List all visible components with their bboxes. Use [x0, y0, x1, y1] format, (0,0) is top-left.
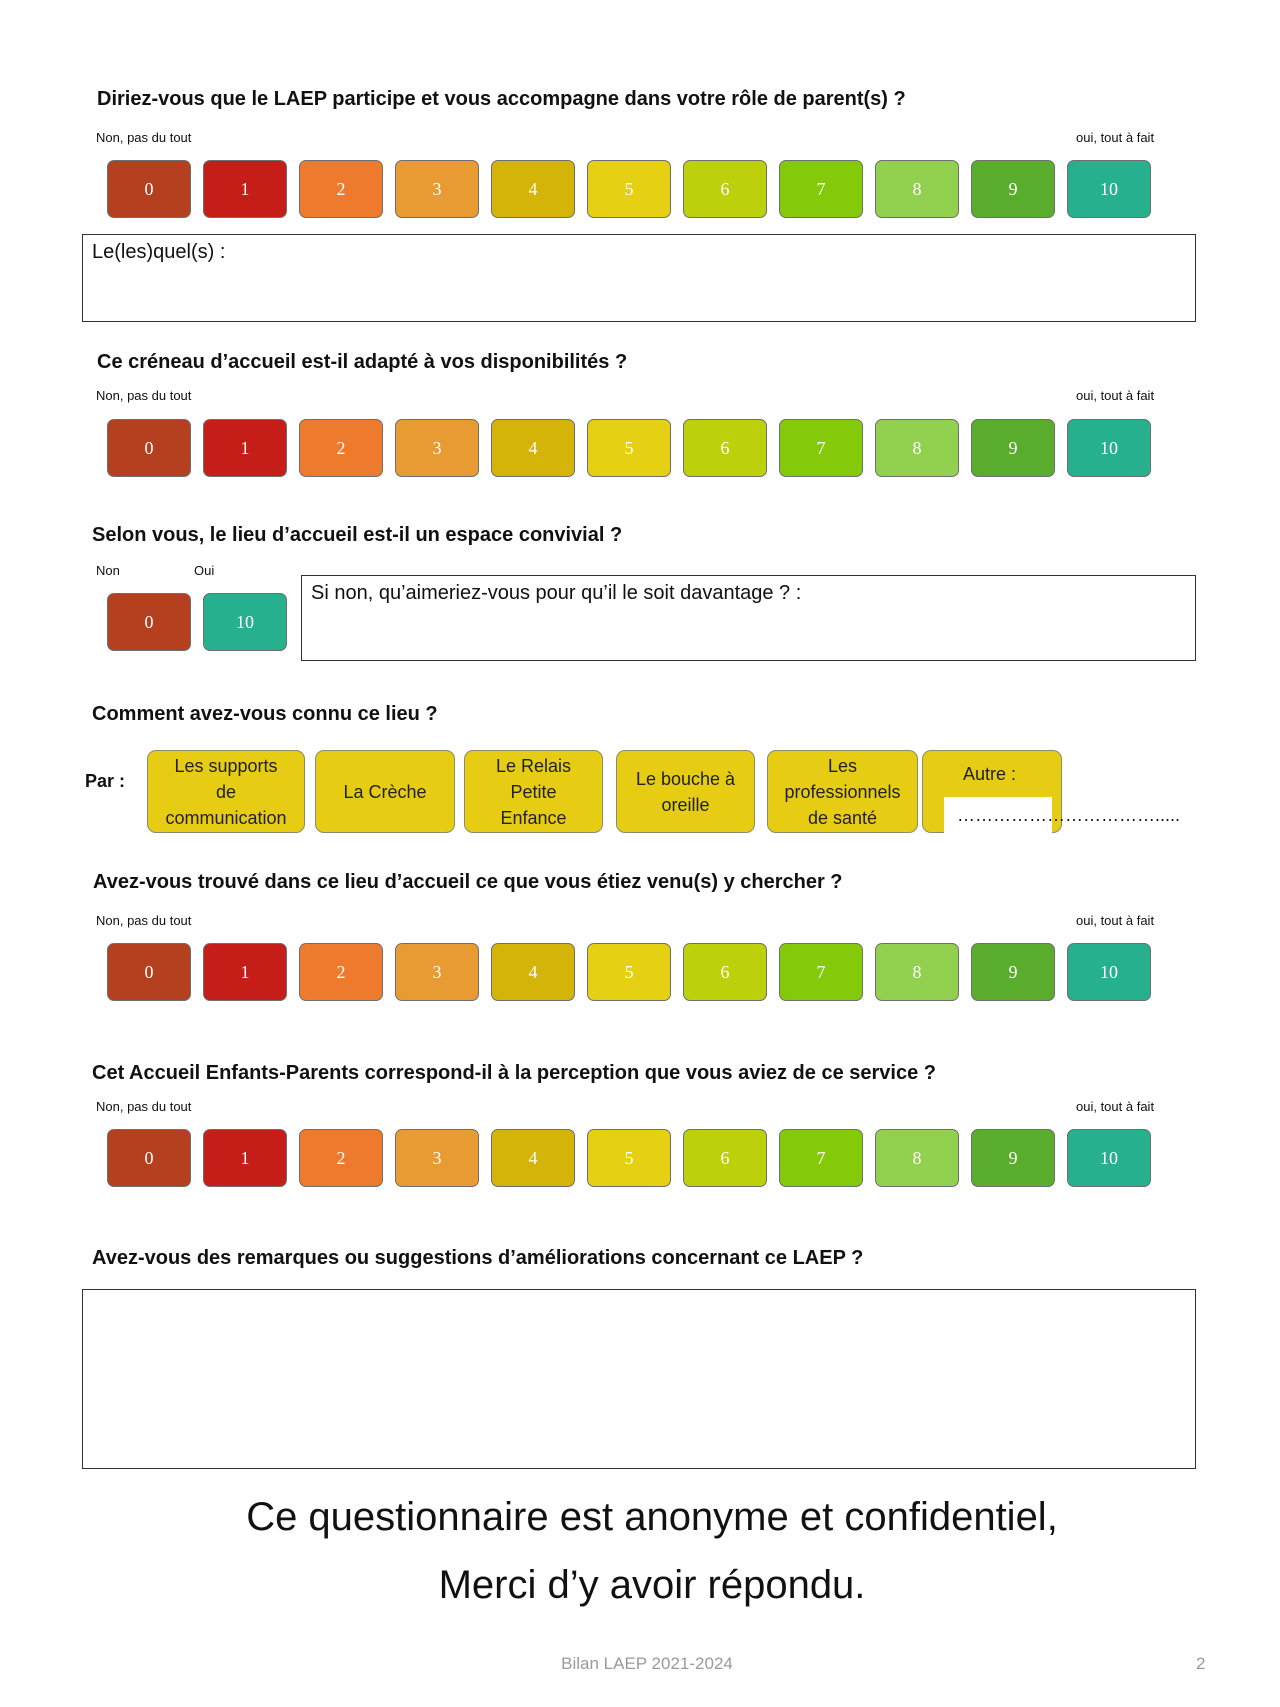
rating-scale-q6	[107, 1129, 1152, 1187]
footer-title: Bilan LAEP 2021-2024	[561, 1654, 733, 1673]
question-3-title: Selon vous, le lieu d’accueil est-il un espace convivial ?	[92, 524, 623, 546]
q3-no-button[interactable]: 0	[107, 593, 191, 651]
q6-rating-10-button[interactable]: 10	[1067, 1129, 1151, 1187]
q3-yes-label: Oui	[194, 563, 215, 578]
q2-rating-1-button[interactable]: 1	[203, 419, 287, 477]
q6-rating-7-button[interactable]: 7	[779, 1129, 863, 1187]
option-label	[784, 753, 900, 831]
q3-no-label: Non	[96, 563, 120, 578]
q5-high-label: oui, tout à fait	[1076, 913, 1155, 928]
q2-low-label: Non, pas du tout	[96, 388, 192, 403]
option-label-line: de santé	[807, 807, 878, 828]
option-label	[496, 753, 571, 831]
q3-yes-no-scale	[107, 593, 297, 651]
question-7-title: Avez-vous des remarques ou suggestions d’améliorations concernant ce LAEP ?	[92, 1247, 864, 1269]
closing-line-1: Ce questionnaire est anonyme et confidentiel,	[246, 1495, 1058, 1539]
q6-rating-9-button[interactable]: 9	[971, 1129, 1055, 1187]
q1-rating-4-button[interactable]: 4	[491, 160, 575, 218]
q1-answer-label: Le(les)quel(s) :	[92, 241, 226, 263]
q2-rating-4-button[interactable]: 4	[491, 419, 575, 477]
q5-rating-3-button[interactable]: 3	[395, 943, 479, 1001]
question-6-title: Cet Accueil Enfants-Parents correspond-il à la perception que vous aviez de ce service ?	[92, 1062, 936, 1084]
q1-rating-2-button[interactable]: 2	[299, 160, 383, 218]
q4-option-creche[interactable]	[315, 750, 455, 833]
q1-answer-box[interactable]	[82, 234, 1196, 322]
q5-rating-5-button[interactable]: 5	[587, 943, 671, 1001]
q5-rating-9-button[interactable]: 9	[971, 943, 1055, 1001]
q5-rating-10-button[interactable]: 10	[1067, 943, 1151, 1001]
option-label-line: oreille	[661, 794, 710, 815]
q2-rating-9-button[interactable]: 9	[971, 419, 1055, 477]
option-label-line: communication	[165, 807, 287, 828]
q5-low-label: Non, pas du tout	[96, 913, 192, 928]
q7-answer-box[interactable]	[82, 1289, 1196, 1469]
option-label-line: Enfance	[500, 807, 567, 828]
q1-low-label: Non, pas du tout	[96, 130, 192, 145]
question-1-title: Diriez-vous que le LAEP participe et vous accompagne dans votre rôle de parent(s) ?	[97, 88, 906, 110]
closing-line-2: Merci d’y avoir répondu.	[438, 1563, 866, 1607]
option-label-line: de	[215, 781, 237, 802]
question-5-title: Avez-vous trouvé dans ce lieu d’accueil ce que vous étiez venu(s) y chercher ?	[93, 871, 843, 893]
q6-rating-1-button[interactable]: 1	[203, 1129, 287, 1187]
option-label-line: Petite	[510, 781, 557, 802]
rating-scale-q1	[107, 160, 1152, 218]
rating-scale-q5	[107, 943, 1152, 1001]
q1-rating-5-button[interactable]: 5	[587, 160, 671, 218]
q1-rating-9-button[interactable]: 9	[971, 160, 1055, 218]
q5-rating-7-button[interactable]: 7	[779, 943, 863, 1001]
question-4-title: Comment avez-vous connu ce lieu ?	[92, 703, 438, 725]
q4-option-supports[interactable]	[147, 750, 305, 833]
q2-rating-8-button[interactable]: 8	[875, 419, 959, 477]
page-number: 2	[1196, 1654, 1206, 1673]
q6-rating-0-button[interactable]: 0	[107, 1129, 191, 1187]
q1-rating-6-button[interactable]: 6	[683, 160, 767, 218]
q4-option-relais[interactable]	[464, 750, 603, 833]
q1-rating-1-button[interactable]: 1	[203, 160, 287, 218]
q5-rating-2-button[interactable]: 2	[299, 943, 383, 1001]
q4-option-professionnels[interactable]	[767, 750, 918, 833]
q2-rating-7-button[interactable]: 7	[779, 419, 863, 477]
q2-rating-6-button[interactable]: 6	[683, 419, 767, 477]
q1-rating-0-button[interactable]: 0	[107, 160, 191, 218]
q3-answer-box[interactable]	[301, 575, 1196, 661]
option-label-line: Les supports	[174, 755, 278, 776]
q1-rating-7-button[interactable]: 7	[779, 160, 863, 218]
option-label	[343, 779, 426, 805]
option-label-line: Le bouche à	[635, 768, 736, 789]
q2-high-label: oui, tout à fait	[1076, 388, 1155, 403]
q6-rating-5-button[interactable]: 5	[587, 1129, 671, 1187]
q6-rating-6-button[interactable]: 6	[683, 1129, 767, 1187]
q2-rating-5-button[interactable]: 5	[587, 419, 671, 477]
q1-rating-3-button[interactable]: 3	[395, 160, 479, 218]
q6-high-label: oui, tout à fait	[1076, 1099, 1155, 1114]
q2-rating-3-button[interactable]: 3	[395, 419, 479, 477]
q1-high-label: oui, tout à fait	[1076, 130, 1155, 145]
q5-rating-6-button[interactable]: 6	[683, 943, 767, 1001]
q2-rating-10-button[interactable]: 10	[1067, 419, 1151, 477]
q4-autre-label: Autre :	[963, 764, 1017, 784]
option-label	[636, 766, 735, 818]
q2-rating-0-button[interactable]: 0	[107, 419, 191, 477]
q1-rating-10-button[interactable]: 10	[1067, 160, 1151, 218]
q6-rating-3-button[interactable]: 3	[395, 1129, 479, 1187]
q3-yes-button[interactable]: 10	[203, 593, 287, 651]
q6-low-label: Non, pas du tout	[96, 1099, 192, 1114]
q4-par-label: Par :	[85, 771, 126, 791]
option-label-line: La Crèche	[343, 781, 427, 802]
q6-rating-4-button[interactable]: 4	[491, 1129, 575, 1187]
question-2-title: Ce créneau d’accueil est-il adapté à vos disponibilités ?	[97, 351, 628, 373]
option-label	[165, 753, 286, 831]
q4-option-bouche-oreille[interactable]	[616, 750, 755, 833]
q3-answer-label: Si non, qu’aimeriez-vous pour qu’il le soit davantage ? :	[311, 582, 802, 604]
q5-rating-4-button[interactable]: 4	[491, 943, 575, 1001]
q5-rating-0-button[interactable]: 0	[107, 943, 191, 1001]
q1-rating-8-button[interactable]: 8	[875, 160, 959, 218]
rating-scale-q2	[107, 419, 1152, 477]
q6-rating-2-button[interactable]: 2	[299, 1129, 383, 1187]
option-label-line: Les	[827, 755, 857, 776]
option-label-line: professionnels	[784, 781, 901, 802]
q2-rating-2-button[interactable]: 2	[299, 419, 383, 477]
option-label-line: Le Relais	[495, 755, 572, 776]
q6-rating-8-button[interactable]: 8	[875, 1129, 959, 1187]
q5-rating-8-button[interactable]: 8	[875, 943, 959, 1001]
q5-rating-1-button[interactable]: 1	[203, 943, 287, 1001]
q4-autre-dots: …………………………….....	[957, 805, 1181, 825]
